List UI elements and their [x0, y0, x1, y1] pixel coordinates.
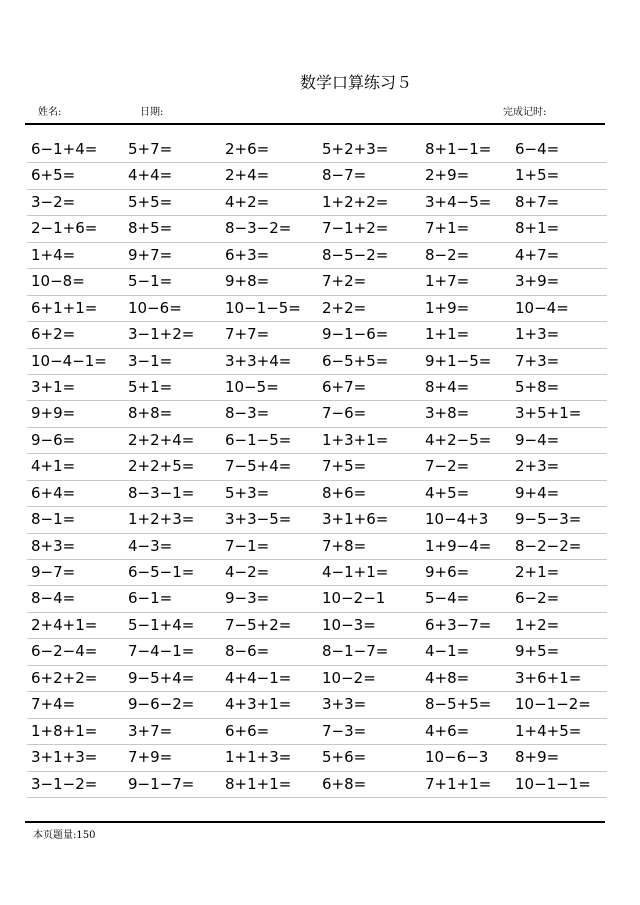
problem-cell: 3+3= [322, 695, 367, 714]
problem-cell: 7+7= [225, 325, 270, 344]
problem-cell: 5+6= [322, 748, 367, 767]
problem-cell: 5−1= [128, 272, 173, 291]
problem-cell: 9+7= [128, 245, 173, 264]
problem-cell: 4+4−1= [225, 668, 292, 687]
problem-cell: 5−4= [425, 589, 470, 608]
problem-row [27, 349, 607, 375]
problem-cell: 4−3= [128, 536, 173, 555]
problem-row [27, 322, 607, 348]
problem-cell: 9+5= [515, 642, 560, 661]
problem-cell: 4+6= [425, 721, 470, 740]
problem-cell: 3+3+4= [225, 351, 292, 370]
problem-row [27, 137, 607, 163]
problem-cell: 3+1+3= [31, 748, 98, 767]
problem-row [27, 190, 607, 216]
problem-cell: 1+9= [425, 298, 470, 317]
problem-cell: 10−2= [322, 668, 376, 687]
problem-count: 本页题量:150 [33, 830, 96, 841]
problem-cell: 4−1= [425, 642, 470, 661]
problem-cell: 6−2−4= [31, 642, 98, 661]
problem-row [27, 560, 607, 586]
problem-cell: 2+2+4= [128, 430, 195, 449]
problem-cell: 8−5+5= [425, 695, 492, 714]
problem-cell: 6+2= [31, 325, 76, 344]
problem-cell: 6+5= [31, 166, 76, 185]
name-label: 姓名: [38, 107, 62, 118]
problem-cell: 8+8= [128, 404, 173, 423]
problem-row [27, 375, 607, 401]
problem-cell: 5+8= [515, 377, 560, 396]
problem-cell: 4−1+1= [322, 563, 389, 581]
problem-cell: 1+4= [31, 245, 76, 264]
problem-cell: 1+3+1= [322, 430, 389, 449]
problem-cell: 3−1+2= [128, 325, 195, 344]
problem-cell: 5+2+3= [322, 140, 389, 158]
problem-cell: 6−1= [128, 589, 173, 608]
problem-cell: 9+4= [515, 483, 560, 502]
problem-cell: 6−4= [515, 140, 560, 158]
problem-cell: 8+1= [515, 219, 560, 238]
problem-cell: 2+2= [322, 298, 367, 317]
problem-cell: 8−2−2= [515, 536, 582, 555]
problem-cell: 6+6= [225, 721, 270, 740]
problem-cell: 9+8= [225, 272, 270, 291]
problem-row [27, 243, 607, 269]
problem-cell: 6+3−7= [425, 615, 492, 634]
problem-cell: 10−1−5= [225, 298, 301, 317]
problem-row [27, 772, 607, 798]
problem-cell: 1+4+5= [515, 721, 582, 740]
problem-cell: 10−1−2= [515, 695, 591, 714]
problem-row [27, 454, 607, 480]
problem-cell: 4+7= [515, 245, 560, 264]
problem-cell: 6+2+2= [31, 668, 98, 687]
problem-cell: 10−8= [31, 272, 85, 291]
problem-cell: 6−1−5= [225, 430, 292, 449]
problem-cell: 7−3= [322, 721, 367, 740]
problem-cell: 8−5−2= [322, 245, 389, 264]
problem-cell: 2+4+1= [31, 615, 98, 634]
problem-cell: 7+8= [322, 536, 367, 555]
problem-cell: 1+1+3= [225, 748, 292, 767]
problem-cell: 3+7= [128, 721, 173, 740]
problem-cell: 2+9= [425, 166, 470, 185]
problem-cell: 8−3−1= [128, 483, 195, 502]
problem-cell: 10−5= [225, 377, 279, 396]
problem-cell: 6−5−1= [128, 563, 195, 581]
problem-row [27, 719, 607, 745]
problem-cell: 4+2= [225, 192, 270, 211]
problem-cell: 6+3= [225, 245, 270, 264]
problem-cell: 10−4= [515, 298, 569, 317]
problem-cell: 6+8= [322, 774, 367, 793]
problem-cell: 1+2= [515, 615, 560, 634]
problem-row [27, 401, 607, 427]
problem-cell: 2+6= [225, 140, 270, 158]
problem-cell: 8+1+1= [225, 774, 292, 793]
problem-cell: 5+1= [128, 377, 173, 396]
problem-cell: 10−3= [322, 615, 376, 634]
problem-cell: 3−1−2= [31, 774, 98, 793]
problem-cell: 5−1+4= [128, 615, 195, 634]
problem-row [27, 296, 607, 322]
problem-grid [27, 137, 607, 798]
problem-cell: 8−7= [322, 166, 367, 185]
problem-cell: 8−3= [225, 404, 270, 423]
problem-row [27, 216, 607, 242]
problem-cell: 9−5+4= [128, 668, 195, 687]
problem-cell: 8−4= [31, 589, 76, 608]
problem-cell: 3+1= [31, 377, 76, 396]
problem-cell: 7+1= [425, 219, 470, 238]
problem-row [27, 613, 607, 639]
problem-cell: 10−4−1= [31, 351, 107, 370]
problem-cell: 9−3= [225, 589, 270, 608]
problem-cell: 8+1−1= [425, 140, 492, 158]
problem-cell: 8+7= [515, 192, 560, 211]
problem-cell: 1+7= [425, 272, 470, 291]
problem-cell: 5+5= [128, 192, 173, 211]
problem-cell: 5+7= [128, 140, 173, 158]
problem-cell: 3−2= [31, 192, 76, 211]
problem-cell: 6+4= [31, 483, 76, 502]
problem-cell: 8+6= [322, 483, 367, 502]
problem-cell: 9+1−5= [425, 351, 492, 370]
problem-cell: 7+4= [31, 695, 76, 714]
problem-cell: 4+2−5= [425, 430, 492, 449]
problem-cell: 9−4= [515, 430, 560, 449]
problem-cell: 6+1+1= [31, 298, 98, 317]
problem-cell: 1+2+2= [322, 192, 389, 211]
problem-cell: 3+5+1= [515, 404, 582, 423]
problem-row [27, 666, 607, 692]
problem-row [27, 428, 607, 454]
problem-cell: 10−4+3 [425, 510, 489, 529]
problem-cell: 7−5+4= [225, 457, 292, 476]
problem-cell: 10−6−3 [425, 748, 489, 767]
problem-cell: 7−2= [425, 457, 470, 476]
problem-row [27, 639, 607, 665]
problem-cell: 8+9= [515, 748, 560, 767]
problem-row [27, 534, 607, 560]
footer-divider [25, 821, 605, 823]
page-title: 数学口算练习５ [299, 73, 412, 92]
problem-cell: 9−5−3= [515, 510, 582, 529]
problem-cell: 1+5= [515, 166, 560, 185]
problem-cell: 6−2= [515, 589, 560, 608]
problem-cell: 2+1= [515, 563, 560, 581]
problem-cell: 7−1= [225, 536, 270, 555]
problem-cell: 8+4= [425, 377, 470, 396]
problem-cell: 7+3= [515, 351, 560, 370]
problem-cell: 2−1+6= [31, 219, 98, 238]
problem-cell: 1+3= [515, 325, 560, 344]
problem-cell: 9−1−7= [128, 774, 195, 793]
problem-cell: 6−1+4= [31, 140, 98, 158]
problem-cell: 6+7= [322, 377, 367, 396]
problem-cell: 7+9= [128, 748, 173, 767]
problem-cell: 2+3= [515, 457, 560, 476]
problem-cell: 1+9−4= [425, 536, 492, 555]
problem-row [27, 692, 607, 718]
problem-cell: 8+3= [31, 536, 76, 555]
problem-row [27, 745, 607, 771]
problem-cell: 9−7= [31, 563, 76, 581]
problem-cell: 3−1= [128, 351, 173, 370]
problem-cell: 8−1= [31, 510, 76, 529]
header-divider [25, 123, 605, 125]
problem-cell: 3+4−5= [425, 192, 492, 211]
problem-row [27, 586, 607, 612]
problem-cell: 7−6= [322, 404, 367, 423]
problem-row [27, 269, 607, 295]
problem-cell: 8−1−7= [322, 642, 389, 661]
problem-cell: 10−6= [128, 298, 182, 317]
date-label: 日期: [140, 107, 164, 118]
problem-cell: 8−3−2= [225, 219, 292, 238]
problem-cell: 4+3+1= [225, 695, 292, 714]
problem-cell: 8+5= [128, 219, 173, 238]
problem-cell: 5+3= [225, 483, 270, 502]
problem-cell: 1+8+1= [31, 721, 98, 740]
problem-cell: 7−1+2= [322, 219, 389, 238]
problem-cell: 8−6= [225, 642, 270, 661]
problem-cell: 9+9= [31, 404, 76, 423]
problem-cell: 2+2+5= [128, 457, 195, 476]
problem-cell: 7+5= [322, 457, 367, 476]
problem-cell: 4+5= [425, 483, 470, 502]
problem-cell: 3+8= [425, 404, 470, 423]
problem-cell: 10−2−1 [322, 589, 386, 608]
problem-cell: 7+2= [322, 272, 367, 291]
problem-cell: 1+2+3= [128, 510, 195, 529]
problem-cell: 3+6+1= [515, 668, 582, 687]
problem-cell: 4−2= [225, 563, 270, 581]
problem-cell: 4+1= [31, 457, 76, 476]
problem-row [27, 481, 607, 507]
problem-cell: 3+3−5= [225, 510, 292, 529]
problem-row [27, 163, 607, 189]
problem-cell: 4+4= [128, 166, 173, 185]
problem-cell: 9−1−6= [322, 325, 389, 344]
problem-cell: 3+9= [515, 272, 560, 291]
time-label: 完成记时: [503, 107, 547, 118]
problem-cell: 3+1+6= [322, 510, 389, 529]
problem-cell: 9−6= [31, 430, 76, 449]
problem-cell: 10−1−1= [515, 774, 591, 793]
problem-cell: 7+1+1= [425, 774, 492, 793]
problem-cell: 7−4−1= [128, 642, 195, 661]
problem-row [27, 507, 607, 533]
problem-cell: 9−6−2= [128, 695, 195, 714]
problem-cell: 2+4= [225, 166, 270, 185]
problem-cell: 1+1= [425, 325, 470, 344]
problem-cell: 8−2= [425, 245, 470, 264]
problem-cell: 4+8= [425, 668, 470, 687]
problem-cell: 6−5+5= [322, 351, 389, 370]
problem-cell: 9+6= [425, 563, 470, 581]
problem-cell: 7−5+2= [225, 615, 292, 634]
